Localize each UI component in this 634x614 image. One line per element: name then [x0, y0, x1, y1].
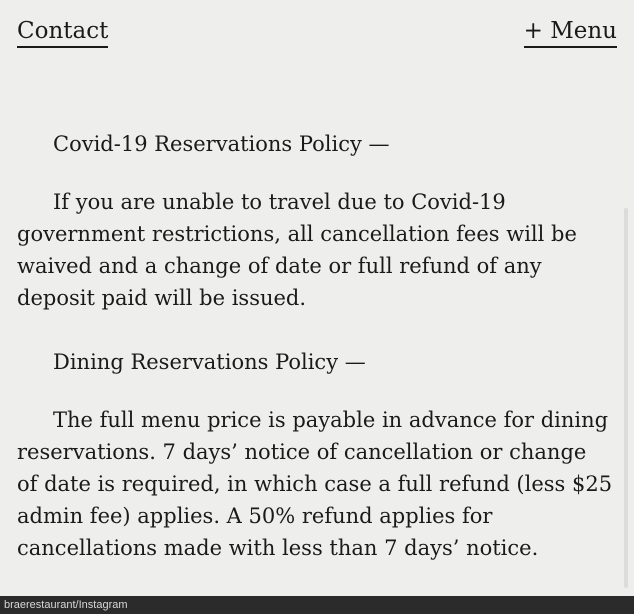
spacer [17, 161, 613, 186]
spacer [17, 379, 613, 404]
top-navigation [0, 0, 634, 60]
photo-credit-bar [0, 596, 634, 614]
dining-policy-heading: Dining Reservations Policy — [53, 350, 366, 374]
menu-link[interactable]: + Menu [524, 16, 617, 48]
covid-policy-heading: Covid-19 Reservations Policy — [53, 132, 390, 156]
scrollbar[interactable] [624, 208, 628, 588]
spacer [17, 314, 613, 345]
contact-link[interactable]: Contact [17, 16, 108, 48]
covid-policy-text: If you are unable to travel due to Covid-19 government restrictions, all cancellation fees will be waived and a change of date or full refund of any deposit paid will be issued. [17, 190, 577, 310]
dining-policy-text: The full menu price is payable in advance for dining reservations. 7 days’ notice of cancellation or change of date is required, in which case a full refund (less $25 admin fee) applies. A 50% refund applies for cancellations made with less than 7 days’ notice. [17, 408, 613, 560]
policy-content [17, 127, 613, 564]
photo-credit-text: braerestaurant/Instagram [4, 599, 128, 611]
